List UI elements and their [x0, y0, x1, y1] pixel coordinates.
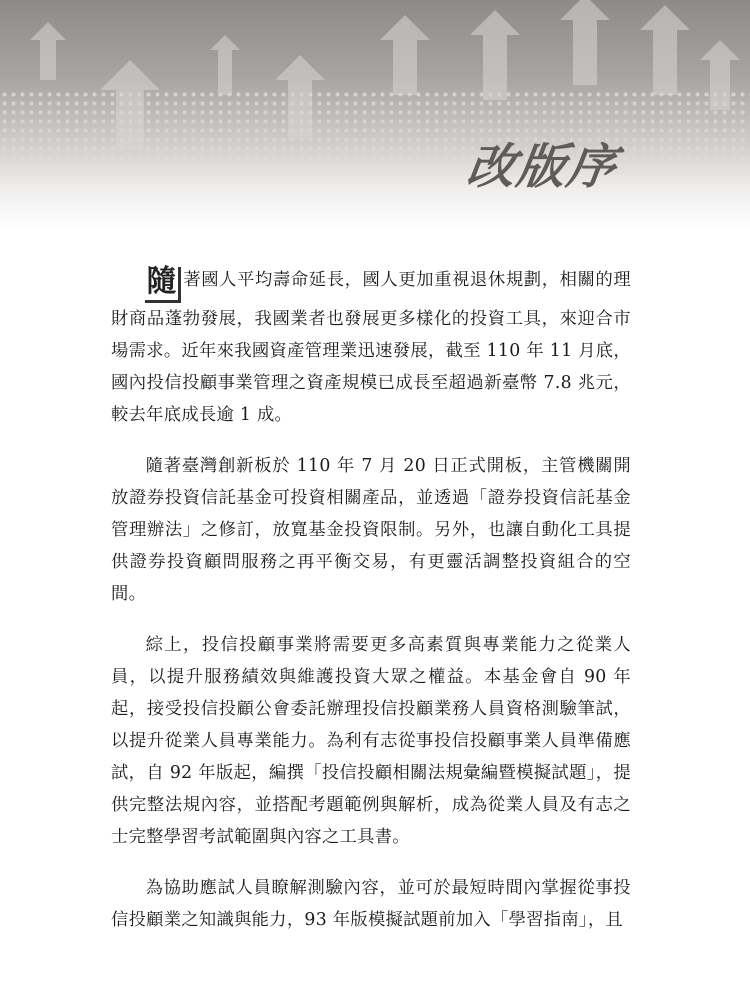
- paragraph-1: [111, 264, 631, 431]
- paragraph-4: 為協助應試人員瞭解測驗內容，並可於最短時間內掌握從事投信投顧業之知識與能力，93 年版模擬試題前加入「學習指南」，且: [111, 878, 631, 930]
- paragraph-3: 綜上，投信投顧事業將需要更多高素質與專業能力之從業人員，以提升服務績效與維護投資大眾之權益。本基金會自 90 年起，接受投信投顧公會委託辦理投信投顧業務人員資格測驗筆試，以提升從業人員專業能力。為利有志從事投信投顧事業人員準備應試，自 92 年版起，編撰「投信投顧相關法規彙編暨模擬試題」，提供完整法規內容，並搭配考題範例與解析，成為從業人員及有志之士完整學習考試範圍與內容之工具書。: [111, 635, 631, 847]
- page-title: 改版序: [463, 139, 622, 195]
- drop-cap: 隨: [145, 267, 181, 303]
- preface-body: [111, 264, 631, 955]
- header-banner: [0, 0, 750, 230]
- paragraph-2: 隨著臺灣創新板於 110 年 7 月 20 日正式開板，主管機關開放證券投資信託基金可投資相關產品，並透過「證券投資信託基金管理辦法」之修訂，放寬基金投資限制。另外，也讓自動化工具提供證券投資顧問服務之再平衡交易，有更靈活調整投資組合的空間。: [111, 456, 631, 604]
- arrows-dots-decoration: [0, 0, 750, 230]
- paragraph-1-text: 著國人平均壽命延長，國人更加重視退休規劃，相關的理財商品蓬勃發展，我國業者也發展更多樣化的投資工具，來迎合市場需求。近年來我國資產管理業迅速發展，截至 110 年 11 月底，國內投信投顧事業管理之資產規模已成長至超過新臺幣 7.8 兆元，較去年底成長逾 1 成。: [111, 270, 631, 425]
